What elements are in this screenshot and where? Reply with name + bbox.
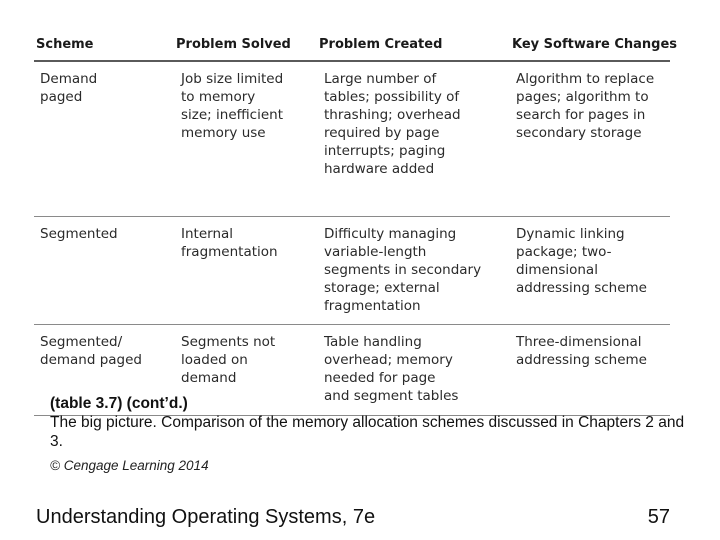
table-caption [50,394,690,451]
cell-scheme: Demand paged [40,71,98,105]
cell-problem-solved: Job size limited to memory size; inefficient memory use [181,71,284,141]
cell-problem-created: Large number of tables; possibility of thrashing; overhead required by page interrupts; paging hardware added [324,71,461,177]
header-scheme: Scheme [36,37,94,52]
cell-key-software-changes: Three-dimensional addressing scheme [516,334,647,368]
cell-key-software-changes: Dynamic linking package; two- dimensional addressing scheme [516,226,647,296]
caption-body: The big picture. Comparison of the memory allocation schemes discussed in Chapters 2 and 3. [50,414,685,450]
footer-book-title: Understanding Operating Systems, 7e [36,506,376,528]
cell-scheme: Segmented [40,226,118,242]
cell-problem-created: Difficulty managing variable-length segments in secondary storage; external fragmentation [324,226,482,314]
table-row [34,62,670,217]
page-number: 57 [647,506,670,528]
cell-problem-solved: Segments not loaded on demand [181,334,276,386]
header-problem-solved: Problem Solved [176,37,291,52]
cell-problem-solved: Internal fragmentation [181,226,278,260]
copyright-notice: © Cengage Learning 2014 [50,458,209,473]
caption-lead: (table 3.7) (cont’d.) [50,395,188,412]
cell-scheme: Segmented/ demand paged [40,334,143,368]
header-key-software-changes: Key Software Changes [512,37,678,52]
table-header [34,32,678,62]
table-row [34,217,670,325]
cell-problem-created: Table handling overhead; memory needed for page and segment tables [324,334,459,404]
header-problem-created: Problem Created [319,37,443,52]
comparison-table [34,32,678,416]
cell-key-software-changes: Algorithm to replace pages; algorithm to search for pages in secondary storage [516,71,655,141]
